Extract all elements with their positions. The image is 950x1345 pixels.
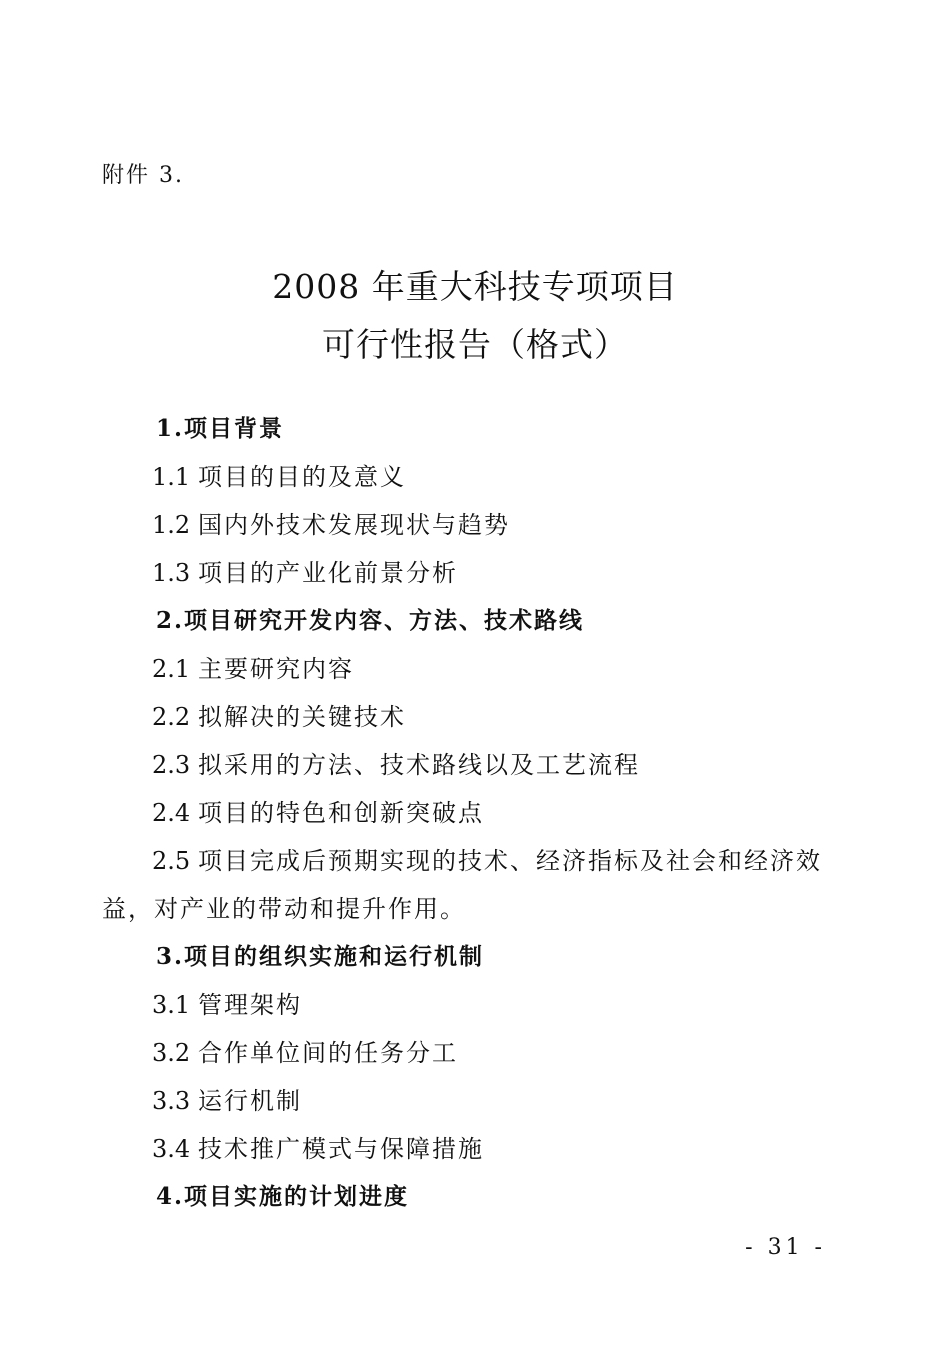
outline-item xyxy=(152,507,510,543)
item-text: 项目完成后预期实现的技术、经济指标及社会和经济效 xyxy=(198,847,822,875)
item-number: 1.3 xyxy=(152,559,191,587)
item-text: 拟解决的关键技术 xyxy=(198,703,406,731)
outline-item xyxy=(152,699,406,735)
outline-item xyxy=(152,987,302,1023)
item-number: 2.3 xyxy=(152,751,191,779)
item-text: 技术推广模式与保障措施 xyxy=(198,1135,484,1163)
attachment-label: 附件 3. xyxy=(102,163,184,188)
item-text: 合作单位间的任务分工 xyxy=(198,1039,458,1067)
item-number: 2.5 xyxy=(152,847,191,875)
item-number: 3.2 xyxy=(152,1039,191,1067)
item-number: 2.4 xyxy=(152,799,191,827)
item-text: 项目的产业化前景分析 xyxy=(198,559,458,587)
outline-item xyxy=(152,795,484,831)
item-text: 运行机制 xyxy=(198,1087,302,1115)
item-text: 项目的目的及意义 xyxy=(198,463,406,491)
section-heading: 1.项目背景 xyxy=(156,415,285,442)
item-number: 3.3 xyxy=(152,1087,191,1115)
item-text: 国内外技术发展现状与趋势 xyxy=(198,511,510,539)
outline-item-continuation: 益，对产业的带动和提升作用。 xyxy=(102,895,466,923)
item-text: 项目的特色和创新突破点 xyxy=(198,799,484,827)
section-heading: 4.项目实施的计划进度 xyxy=(156,1183,410,1210)
page-number: - 31 - xyxy=(745,1235,826,1260)
outline-item xyxy=(152,747,640,783)
item-text: 主要研究内容 xyxy=(198,655,354,683)
section-heading: 3.项目的组织实施和运行机制 xyxy=(156,943,485,970)
outline-item xyxy=(152,555,458,591)
item-number: 2.1 xyxy=(152,655,191,683)
item-text: 拟采用的方法、技术路线以及工艺流程 xyxy=(198,751,640,779)
outline-item xyxy=(152,459,406,495)
item-number: 1.1 xyxy=(152,463,191,491)
document-title-line-1: 2008 年重大科技专项项目 xyxy=(272,267,678,306)
section-heading: 2.项目研究开发内容、方法、技术路线 xyxy=(156,607,585,634)
outline-item xyxy=(152,1083,302,1119)
item-text: 管理架构 xyxy=(198,991,302,1019)
outline-item xyxy=(152,1035,458,1071)
outline-item xyxy=(152,1131,484,1167)
item-number: 3.4 xyxy=(152,1135,191,1163)
item-number: 2.2 xyxy=(152,703,191,731)
item-number: 1.2 xyxy=(152,511,191,539)
outline-item xyxy=(152,651,354,687)
outline-item xyxy=(152,843,822,879)
document-title-line-2: 可行性报告（格式） xyxy=(322,325,628,364)
item-number: 3.1 xyxy=(152,991,191,1019)
